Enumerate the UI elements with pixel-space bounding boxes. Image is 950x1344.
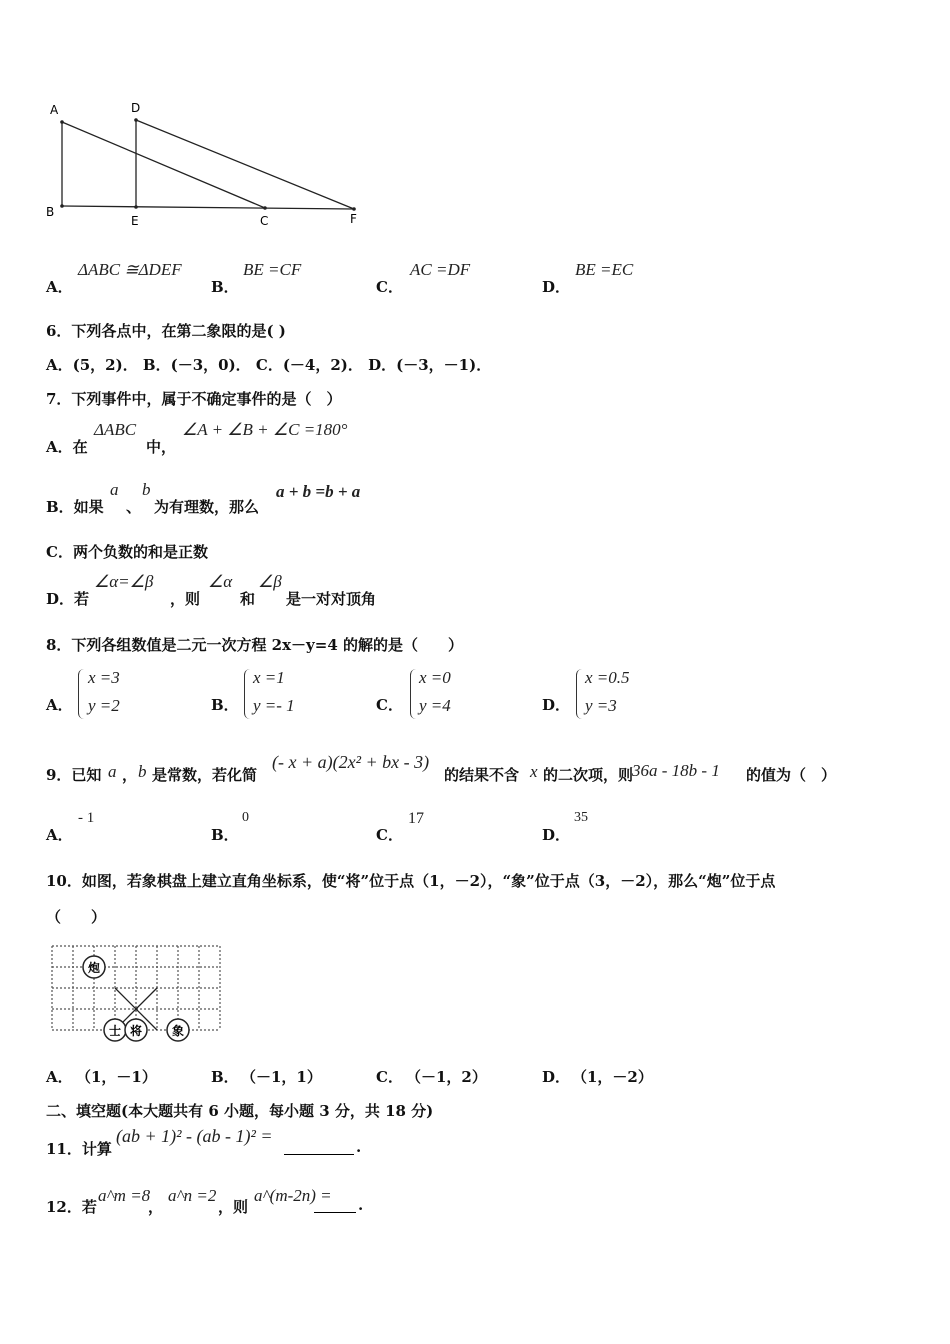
q5-options xyxy=(46,260,926,296)
piece-shi xyxy=(104,1019,126,1041)
q6-stem: 6．下列各点中，在第二象限的是( ) xyxy=(46,322,286,340)
q8-option-b-letter: B． xyxy=(211,696,239,714)
section2-title: 二、填空题(本大题共有 6 小题，每小题 3 分，共 18 分) xyxy=(46,1102,434,1120)
q12-sep1: ， xyxy=(148,1198,164,1216)
q7-d-mid2: 和 xyxy=(240,590,256,608)
q7-b-a: a xyxy=(110,480,119,499)
q8-option-a-line2: y =2 xyxy=(88,696,120,715)
q11-post: . xyxy=(356,1138,362,1156)
q8-options xyxy=(46,666,926,722)
q9-a: a xyxy=(108,762,117,781)
q10-paren: （ ） xyxy=(46,908,107,926)
q12 xyxy=(46,1184,646,1220)
q12-m1: a^m =8 xyxy=(98,1186,151,1205)
q7-b-pre: B．如果 xyxy=(46,498,104,516)
q11-blank[interactable] xyxy=(284,1136,354,1155)
line-df xyxy=(136,120,354,209)
q9-pre: 9．已知 xyxy=(46,766,102,784)
q9-b: b xyxy=(138,762,147,781)
q8-option-b-line1: x =1 xyxy=(253,668,285,687)
q10-option-c-letter: C． xyxy=(376,1068,403,1086)
q5-option-d-letter: D． xyxy=(542,278,571,296)
piece-xiang-label: 象 xyxy=(171,1024,185,1038)
q11-pre: 11．计算 xyxy=(46,1140,112,1158)
q5-option-b-text: BE =CF xyxy=(243,260,302,279)
q7-option-c: C．两个负数的和是正数 xyxy=(46,543,208,561)
q9-mid2: 的结果不含 xyxy=(444,766,520,784)
label-a: A xyxy=(50,103,59,117)
q5-option-a-text: ΔABC ≅ΔDEF xyxy=(78,260,182,279)
q10-option-d-text: （1，－2） xyxy=(572,1068,653,1086)
q8-option-b-line2: y =- 1 xyxy=(253,696,295,715)
q7-b-b: b xyxy=(142,480,151,499)
q11-expr: (ab + 1)² - (ab - 1)² = xyxy=(116,1126,273,1146)
q7-d-math2: ∠α xyxy=(208,572,233,591)
q9-sep: ， xyxy=(122,766,138,784)
q7-a-mid: 中， xyxy=(146,438,177,456)
q8-option-d-line2: y =3 xyxy=(585,696,617,715)
q8-option-a-line1: x =3 xyxy=(88,668,120,687)
q10-option-b-text: （－1，1） xyxy=(241,1068,322,1086)
q12-blank[interactable] xyxy=(314,1194,356,1213)
q9-option-c-letter: C． xyxy=(376,826,403,844)
q10-option-b-letter: B． xyxy=(211,1068,239,1086)
q9-option-c-value: 17 xyxy=(408,810,424,827)
q10-option-a-text: （1，－1） xyxy=(76,1068,157,1086)
q5-option-c-letter: C． xyxy=(376,278,403,296)
q9-expr2: 36a - 18b - 1 xyxy=(632,761,720,780)
q11 xyxy=(46,1126,646,1162)
q10-option-d-letter: D． xyxy=(542,1068,571,1086)
q9-expr: (- x + a)(2x² + bx - 3) xyxy=(272,752,430,772)
q9-option-a-value: - 1 xyxy=(78,810,95,826)
label-e: E xyxy=(131,214,139,228)
q12-m3: a^(m-2n) = xyxy=(254,1186,332,1205)
q5-option-a-letter: A． xyxy=(46,278,73,296)
piece-jiang xyxy=(125,1019,147,1041)
q9-option-b-value: 0 xyxy=(242,810,249,825)
label-b: B xyxy=(46,205,55,219)
q10-option-c-text: （－1，2） xyxy=(406,1068,487,1086)
q7-d-math3: ∠β xyxy=(258,572,282,591)
q9-mid: 是常数，若化简 xyxy=(152,766,258,784)
q9-options xyxy=(46,810,926,846)
q12-sep2: ，则 xyxy=(218,1198,249,1216)
q9-option-d-letter: D． xyxy=(542,826,571,844)
q9-x: x xyxy=(530,762,538,781)
label-c: C xyxy=(260,214,269,228)
q7-d-mid1: ，则 xyxy=(170,590,201,608)
q10-options xyxy=(46,1066,926,1090)
piece-jiang-label: 将 xyxy=(129,1024,143,1038)
q5-option-c-text: AC =DF xyxy=(410,260,471,279)
q8-stem: 8．下列各组数值是二元一次方程 2x－y=4 的解的是（ ） xyxy=(46,636,463,654)
q7-a-math2: ∠A + ∠B + ∠C =180° xyxy=(182,420,348,439)
piece-xiang xyxy=(167,1019,189,1041)
q12-post: . xyxy=(358,1196,364,1214)
label-f: F xyxy=(350,212,357,226)
q8-option-d-letter: D． xyxy=(542,696,571,714)
q7-b-mid: 为有理数，那么 xyxy=(154,498,260,516)
q12-m2: a^n =2 xyxy=(168,1186,217,1205)
q9-option-b-letter: B． xyxy=(211,826,239,844)
q7-option-b xyxy=(46,480,546,520)
q9-stem xyxy=(46,752,926,788)
q8-option-d-line1: x =0.5 xyxy=(585,668,630,687)
q7-b-math: a + b =b + a xyxy=(276,482,361,501)
q8-option-c-line1: x =0 xyxy=(419,668,451,687)
q6-options: A．(5，2)． B．(－3，0)． C．(－4，2)． D．(－3，－1)． xyxy=(46,356,492,374)
q12-pre: 12．若 xyxy=(46,1198,97,1216)
q8-option-c-line2: y =4 xyxy=(419,696,451,715)
q10-stem: 10．如图，若象棋盘上建立直角坐标系，使“将”位于点（1，－2），“象”位于点（3，－2），那么“炮”位于点 xyxy=(46,872,776,890)
q8-option-c-letter: C． xyxy=(376,696,403,714)
line-ac xyxy=(62,122,265,208)
q7-stem: 7．下列事件中，属于不确定事件的是（ ） xyxy=(46,390,342,408)
piece-shi-label: 士 xyxy=(108,1024,122,1038)
q9-option-a-letter: A． xyxy=(46,826,73,844)
piece-pao-label: 炮 xyxy=(87,961,101,975)
q5-option-b-letter: B． xyxy=(211,278,239,296)
q9-option-d-value: 35 xyxy=(574,810,588,825)
q8-option-a-letter: A． xyxy=(46,696,73,714)
q7-d-post: 是一对对顶角 xyxy=(286,590,377,608)
q10-option-a-letter: A． xyxy=(46,1068,73,1086)
q7-d-math1: ∠α=∠β xyxy=(94,572,154,591)
line-bf xyxy=(62,206,354,209)
q7-option-d xyxy=(46,572,546,612)
q9-mid3: 的二次项，则 xyxy=(543,766,634,784)
q9-post: 的值为（ ） xyxy=(746,766,837,784)
q7-d-pre: D．若 xyxy=(46,590,90,608)
q7-a-math1: ΔABC xyxy=(94,420,137,439)
chessboard-figure xyxy=(48,942,226,1046)
q7-a-pre: A．在 xyxy=(46,438,88,456)
q5-option-d-text: BE =EC xyxy=(575,260,634,279)
piece-pao xyxy=(83,956,105,978)
q7-option-a xyxy=(46,420,546,460)
label-d: D xyxy=(131,101,141,115)
q7-b-sep: 、 xyxy=(126,498,142,516)
triangle-figure xyxy=(40,95,380,235)
